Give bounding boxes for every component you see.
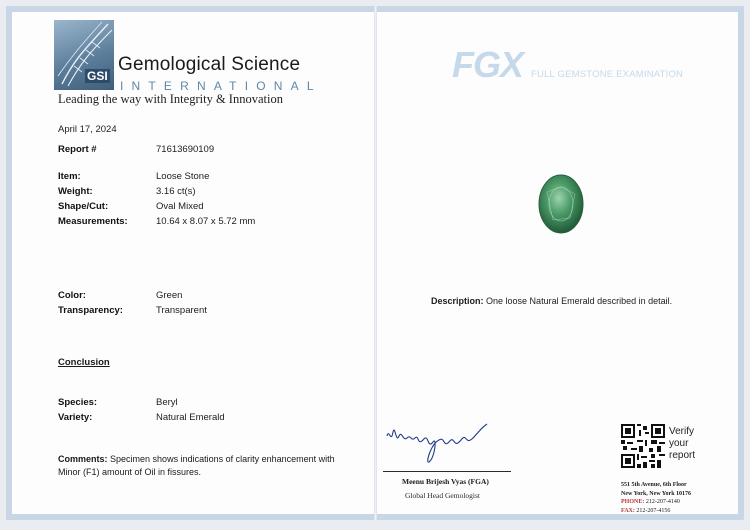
phone-line (621, 498, 691, 507)
field-value-color: Green (156, 290, 183, 301)
description-label: Description: (431, 296, 484, 306)
field-label-species: Species: (58, 397, 98, 408)
field-label-shape: Shape/Cut: (58, 201, 109, 212)
report-number: 71613690109 (156, 144, 215, 155)
verify-report-link[interactable] (669, 426, 695, 462)
description (431, 296, 672, 306)
field-value-weight: 3.16 ct(s) (156, 186, 196, 197)
fax-line (621, 507, 691, 516)
field-value-measurements: 10.64 x 8.07 x 5.72 mm (156, 216, 256, 227)
phone-number: 212-207-4140 (645, 499, 680, 505)
comments-line2: Minor (F1) amount of Oil in fissures. (58, 467, 202, 477)
conclusion-heading: Conclusion (58, 357, 110, 368)
phone-label: PHONE: (621, 499, 645, 505)
qr-code-icon[interactable] (621, 424, 665, 468)
emerald-gem-image (537, 172, 585, 236)
field-value-variety: Natural Emerald (156, 412, 225, 423)
address-line2: New York, New York 10176 (621, 490, 692, 497)
page-fold (374, 6, 377, 520)
verify-line2: your (669, 438, 689, 449)
verify-line3: report (669, 450, 696, 461)
field-label-item: Item: (58, 171, 81, 182)
signature-image (383, 414, 493, 464)
signature-line (383, 471, 511, 472)
brand-name: Gemological Science (118, 54, 301, 75)
fgx-logo: FGX (452, 44, 524, 85)
comments-line1: Specimen shows indications of clarity enhancement with (110, 454, 335, 464)
fax-number: 212-207-4156 (636, 507, 671, 514)
comments (58, 453, 348, 479)
field-value-species: Beryl (156, 397, 178, 408)
field-value-transparency: Transparent (156, 305, 207, 316)
field-value-item: Loose Stone (156, 171, 210, 182)
report-number-label: Report # (58, 144, 97, 155)
field-label-color: Color: (58, 290, 86, 301)
field-label-transparency: Transparency: (58, 305, 123, 316)
signer-name: Meenu Brijesh Vyas (FGA) (402, 477, 489, 486)
fgx-subtitle: FULL GEMSTONE EXAMINATION (531, 69, 684, 80)
logo-tag: GSI (87, 69, 108, 83)
field-label-measurements: Measurements: (58, 216, 128, 227)
description-text: One loose Natural Emerald described in detail. (486, 296, 673, 306)
fax-label: FAX: (621, 507, 635, 514)
address-line1: 551 5th Avenue, 6th Floor (621, 482, 687, 488)
field-label-variety: Variety: (58, 412, 93, 423)
brand-subtitle: INTERNATIONAL (120, 79, 322, 93)
signer-title: Global Head Gemologist (405, 491, 480, 500)
comments-label: Comments: (58, 454, 108, 464)
address-block (621, 481, 691, 515)
tagline: Leading the way with Integrity & Innovation (58, 92, 283, 106)
field-value-shape: Oval Mixed (156, 201, 204, 212)
field-label-weight: Weight: (58, 186, 93, 197)
verify-line1: Verify (669, 426, 695, 437)
report-date: April 17, 2024 (58, 124, 117, 135)
